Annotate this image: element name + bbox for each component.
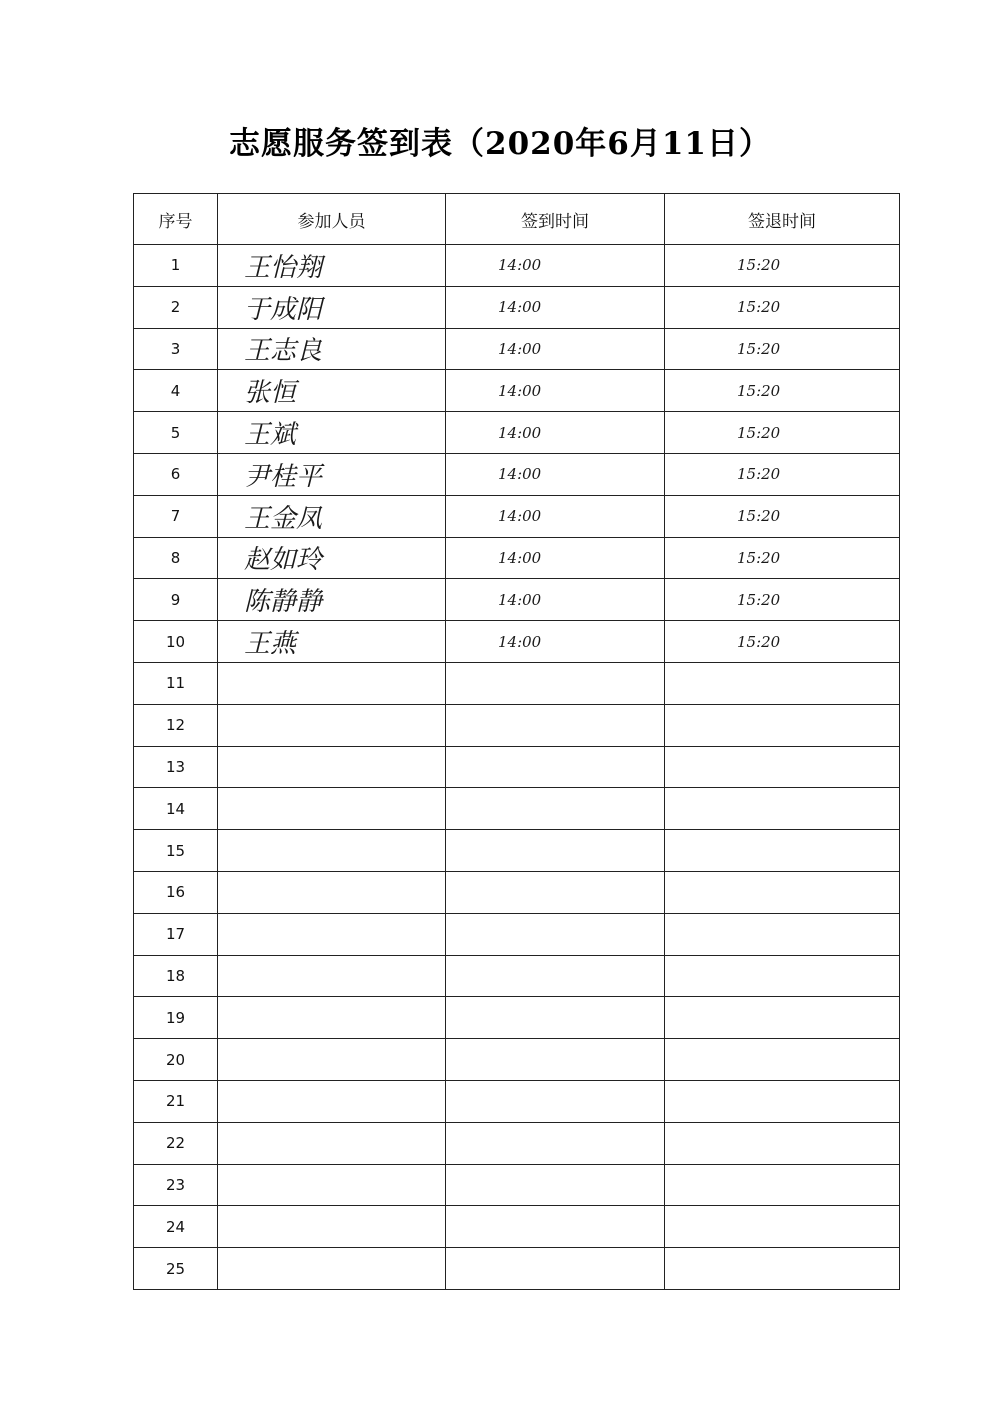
participant-signature: 王斌 (218, 412, 446, 454)
sign-in-time (446, 997, 665, 1039)
participant-signature: 王燕 (218, 621, 446, 663)
sign-out-time: 15:20 (665, 245, 900, 287)
sign-out-time (665, 1080, 900, 1122)
sign-in-time (446, 1080, 665, 1122)
participant-signature (218, 1248, 446, 1290)
row-number: 3 (134, 328, 218, 370)
row-number: 12 (134, 704, 218, 746)
sign-in-time: 14:00 (446, 621, 665, 663)
participant-signature: 王怡翔 (218, 245, 446, 287)
participant-signature (218, 1080, 446, 1122)
table-row (134, 1122, 900, 1164)
participant-signature (218, 871, 446, 913)
participant-signature (218, 704, 446, 746)
sign-in-time (446, 955, 665, 997)
participant-signature (218, 997, 446, 1039)
column-header-sign-out-time: 签退时间 (665, 194, 900, 245)
row-number: 5 (134, 412, 218, 454)
row-number: 23 (134, 1164, 218, 1206)
sign-in-time (446, 1039, 665, 1081)
row-number: 19 (134, 997, 218, 1039)
sign-in-time: 14:00 (446, 370, 665, 412)
sign-in-time (446, 1164, 665, 1206)
row-number: 7 (134, 495, 218, 537)
table-row (134, 537, 900, 579)
participant-signature (218, 1206, 446, 1248)
row-number: 22 (134, 1122, 218, 1164)
sign-in-time (446, 788, 665, 830)
table-row (134, 621, 900, 663)
participant-signature: 陈静静 (218, 579, 446, 621)
sign-out-time (665, 1164, 900, 1206)
table-row (134, 955, 900, 997)
row-number: 1 (134, 245, 218, 287)
sign-out-time: 15:20 (665, 495, 900, 537)
row-number: 17 (134, 913, 218, 955)
participant-signature (218, 830, 446, 872)
sign-out-time: 15:20 (665, 328, 900, 370)
table-row (134, 788, 900, 830)
row-number: 15 (134, 830, 218, 872)
row-number: 13 (134, 746, 218, 788)
sign-out-time (665, 662, 900, 704)
participant-signature: 王金凤 (218, 495, 446, 537)
sign-in-time (446, 1248, 665, 1290)
sign-in-time: 14:00 (446, 579, 665, 621)
sign-in-time: 14:00 (446, 245, 665, 287)
participant-signature (218, 913, 446, 955)
row-number: 9 (134, 579, 218, 621)
participant-signature: 赵如玲 (218, 537, 446, 579)
sign-out-time (665, 746, 900, 788)
table-row (134, 286, 900, 328)
table-row (134, 913, 900, 955)
sign-in-time (446, 830, 665, 872)
table-row (134, 871, 900, 913)
sign-in-time (446, 913, 665, 955)
sign-out-time (665, 871, 900, 913)
row-number: 2 (134, 286, 218, 328)
participant-signature (218, 662, 446, 704)
table-row (134, 1248, 900, 1290)
table-body (134, 245, 900, 1290)
sign-in-time (446, 662, 665, 704)
table-row (134, 1080, 900, 1122)
sign-out-time: 15:20 (665, 621, 900, 663)
table-row (134, 1039, 900, 1081)
table-row (134, 370, 900, 412)
sign-out-time: 15:20 (665, 579, 900, 621)
participant-signature: 尹桂平 (218, 453, 446, 495)
sign-out-time (665, 704, 900, 746)
sign-out-time: 15:20 (665, 537, 900, 579)
sign-out-time (665, 955, 900, 997)
table-row (134, 1164, 900, 1206)
sign-out-time: 15:20 (665, 453, 900, 495)
sign-out-time (665, 997, 900, 1039)
sign-out-time: 15:20 (665, 286, 900, 328)
row-number: 14 (134, 788, 218, 830)
participant-signature (218, 955, 446, 997)
header-row (134, 194, 900, 245)
sign-out-time: 15:20 (665, 370, 900, 412)
row-number: 4 (134, 370, 218, 412)
table-row (134, 830, 900, 872)
row-number: 11 (134, 662, 218, 704)
sign-out-time (665, 913, 900, 955)
table-row (134, 662, 900, 704)
row-number: 20 (134, 1039, 218, 1081)
table-row (134, 245, 900, 287)
row-number: 18 (134, 955, 218, 997)
table-row (134, 412, 900, 454)
participant-signature (218, 788, 446, 830)
table-row (134, 328, 900, 370)
sign-out-time (665, 1248, 900, 1290)
sign-in-time (446, 704, 665, 746)
column-header-number: 序号 (134, 194, 218, 245)
sign-out-time (665, 788, 900, 830)
sign-out-time (665, 1039, 900, 1081)
table-row (134, 495, 900, 537)
sign-in-time: 14:00 (446, 328, 665, 370)
row-number: 8 (134, 537, 218, 579)
participant-signature: 于成阳 (218, 286, 446, 328)
row-number: 6 (134, 453, 218, 495)
sign-in-time (446, 1206, 665, 1248)
table-row (134, 704, 900, 746)
sign-in-time: 14:00 (446, 537, 665, 579)
table-row (134, 997, 900, 1039)
sign-in-time: 14:00 (446, 412, 665, 454)
participant-signature (218, 1039, 446, 1081)
sign-in-time: 14:00 (446, 286, 665, 328)
participant-signature: 张恒 (218, 370, 446, 412)
sign-in-table (133, 193, 900, 1290)
sign-in-time (446, 746, 665, 788)
table-row (134, 746, 900, 788)
sign-in-time: 14:00 (446, 495, 665, 537)
sign-in-time: 14:00 (446, 453, 665, 495)
row-number: 16 (134, 871, 218, 913)
table-row (134, 579, 900, 621)
sign-out-time (665, 1206, 900, 1248)
sign-out-time (665, 830, 900, 872)
sign-out-time: 15:20 (665, 412, 900, 454)
page-title: 志愿服务签到表（2020年6月11日） (229, 126, 771, 162)
participant-signature (218, 1122, 446, 1164)
table-row (134, 453, 900, 495)
sign-out-time (665, 1122, 900, 1164)
participant-signature: 王志良 (218, 328, 446, 370)
participant-signature (218, 1164, 446, 1206)
row-number: 21 (134, 1080, 218, 1122)
row-number: 24 (134, 1206, 218, 1248)
column-header-participant: 参加人员 (218, 194, 446, 245)
sign-in-time (446, 871, 665, 913)
row-number: 25 (134, 1248, 218, 1290)
column-header-sign-in-time: 签到时间 (446, 194, 665, 245)
sign-in-time (446, 1122, 665, 1164)
table-row (134, 1206, 900, 1248)
participant-signature (218, 746, 446, 788)
row-number: 10 (134, 621, 218, 663)
